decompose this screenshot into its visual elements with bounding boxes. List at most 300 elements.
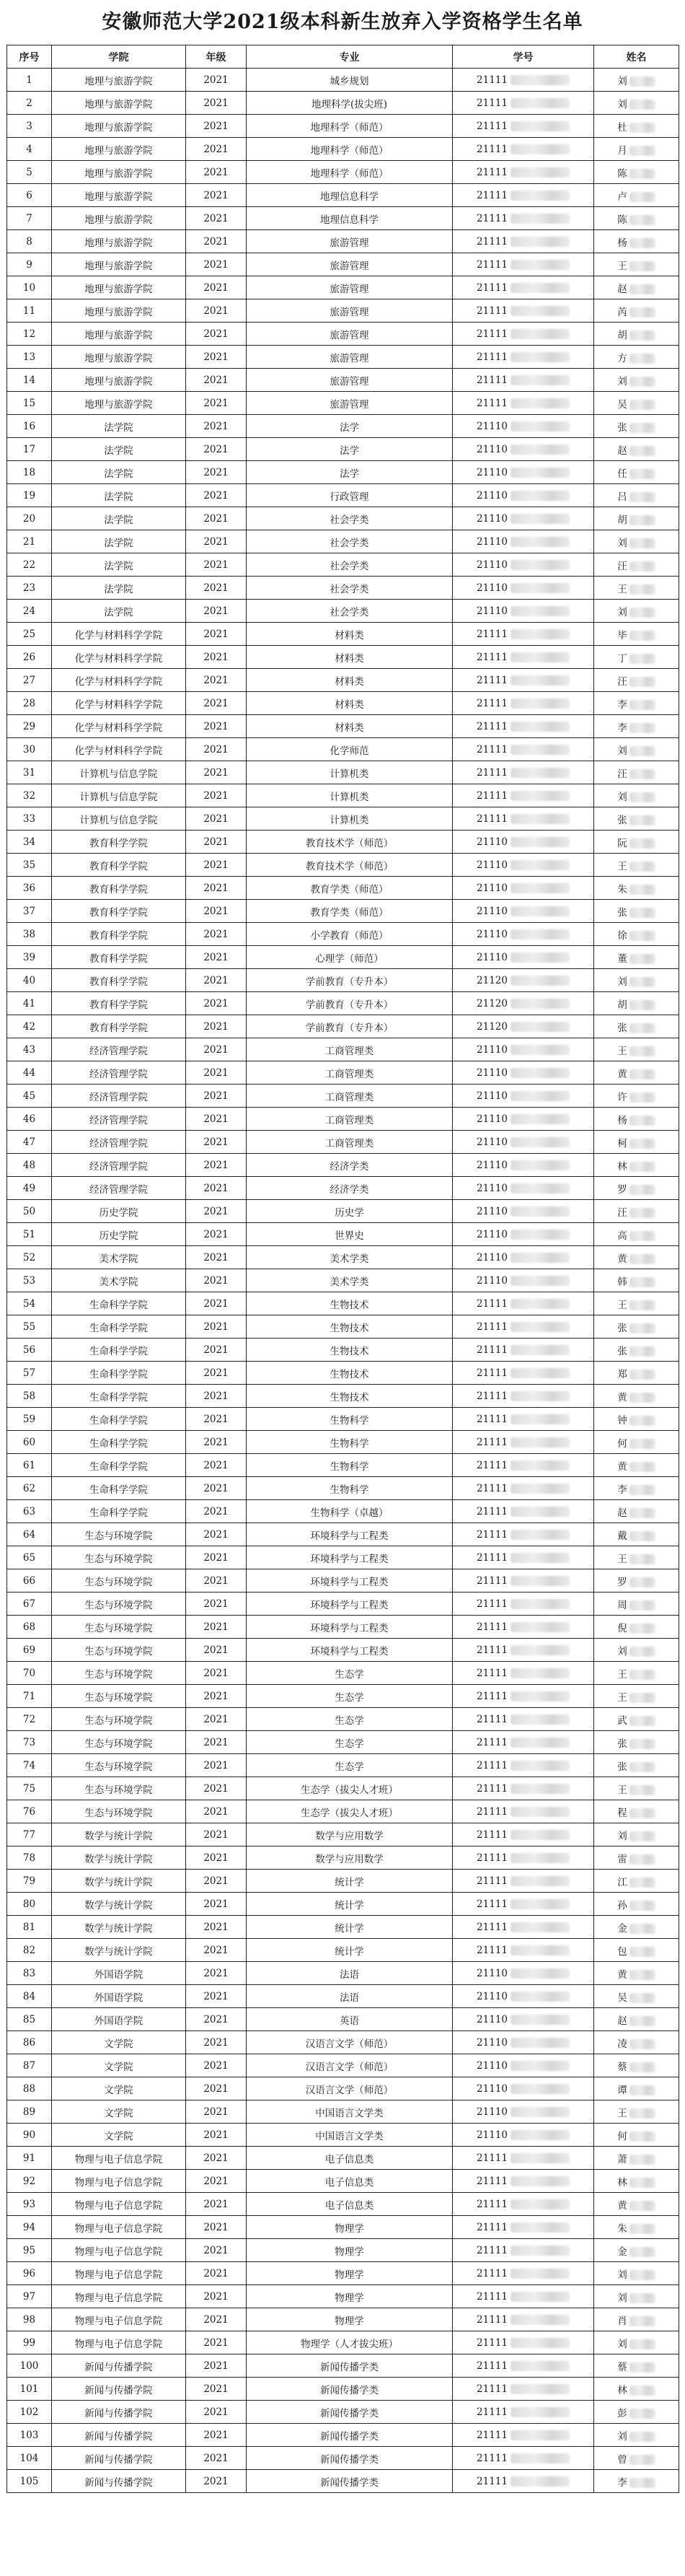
redaction-blur — [511, 1507, 570, 1517]
cell-student-id-text: 21111 — [477, 1482, 508, 1494]
cell-no-text: 52 — [22, 1251, 36, 1263]
redaction-blur — [629, 1162, 655, 1172]
redaction-blur — [629, 885, 655, 895]
cell-name-text: 金 — [617, 2246, 627, 2258]
table-row — [7, 2170, 679, 2193]
cell-grade — [186, 669, 247, 692]
cell-name — [594, 1800, 679, 1823]
cell-name — [594, 1108, 679, 1131]
document-title: 安徽师范大学2021级本科新生放弃入学资格学生名单 — [102, 11, 583, 33]
cell-name — [594, 715, 679, 738]
cell-student-id-text: 21111 — [477, 120, 508, 132]
cell-grade — [186, 1454, 247, 1477]
cell-major-text: 教育技术学（师范） — [305, 860, 394, 872]
cell-no — [7, 415, 52, 438]
cell-college — [52, 1685, 186, 1708]
cell-no-text: 58 — [22, 1390, 36, 1402]
cell-college — [52, 1593, 186, 1616]
cell-no — [7, 2331, 52, 2354]
cell-college-text: 历史学院 — [99, 1206, 138, 1219]
cell-name-text: 徐 — [617, 929, 627, 942]
cell-major-text: 美术学类 — [330, 1276, 369, 1288]
cell-college — [52, 138, 186, 161]
cell-name-text: 朱 — [617, 2222, 627, 2235]
cell-college — [52, 1731, 186, 1754]
redaction-blur — [629, 169, 655, 179]
cell-college — [52, 1662, 186, 1685]
cell-major-text: 旅游管理 — [330, 398, 369, 411]
cell-college-text: 教育科学学院 — [89, 883, 148, 895]
cell-student-id-text: 21110 — [477, 2013, 508, 2025]
cell-college — [52, 299, 186, 323]
cell-no — [7, 1616, 52, 1639]
cell-grade — [186, 1777, 247, 1800]
redaction-blur — [629, 908, 655, 918]
cell-major-text: 世界史 — [335, 1230, 364, 1242]
cell-no-text: 96 — [22, 2267, 36, 2279]
cell-major-text: 新闻传播学类 — [320, 2384, 379, 2396]
cell-grade-text: 2021 — [203, 997, 229, 1009]
cell-name — [594, 877, 679, 900]
table-row — [7, 69, 679, 92]
cell-name — [594, 92, 679, 115]
cell-name — [594, 253, 679, 276]
redaction-blur — [511, 1761, 570, 1771]
redaction-blur — [511, 1276, 570, 1286]
redaction-blur — [511, 1622, 570, 1632]
cell-student-id — [453, 738, 594, 761]
redaction-blur — [629, 1254, 655, 1264]
cell-college-text: 地理与旅游学院 — [84, 190, 153, 203]
cell-grade-text: 2021 — [203, 1921, 229, 1933]
table-row — [7, 484, 679, 507]
cell-college — [52, 2285, 186, 2308]
cell-student-id-text: 21110 — [477, 2106, 508, 2118]
cell-major-text: 经济学类 — [330, 1183, 369, 1196]
cell-student-id — [453, 115, 594, 138]
redaction-blur — [629, 792, 655, 802]
redaction-blur — [511, 1022, 570, 1032]
cell-student-id-text: 21111 — [477, 2383, 508, 2395]
cell-student-id-text: 21111 — [477, 97, 508, 109]
cell-grade-text: 2021 — [203, 1644, 229, 1656]
cell-grade — [186, 1269, 247, 1292]
cell-college-text: 计算机与信息学院 — [79, 768, 158, 780]
redaction-blur — [511, 1230, 570, 1240]
cell-grade-text: 2021 — [203, 2129, 229, 2141]
cell-college — [52, 2054, 186, 2077]
cell-student-id — [453, 2262, 594, 2285]
cell-grade-text: 2021 — [203, 2406, 229, 2418]
cell-college-text: 生命科学学院 — [89, 1484, 148, 1496]
redaction-blur — [629, 1600, 655, 1611]
cell-student-id-text: 21110 — [477, 882, 508, 894]
redaction-blur — [629, 654, 655, 664]
table-row — [7, 1408, 679, 1431]
table-row — [7, 115, 679, 138]
cell-no — [7, 992, 52, 1015]
redaction-blur — [511, 883, 570, 893]
cell-name-text: 李 — [617, 698, 627, 711]
cell-name-text: 何 — [617, 2130, 627, 2142]
cell-name — [594, 831, 679, 854]
cell-no-text: 46 — [22, 1113, 36, 1125]
cell-college — [52, 1131, 186, 1154]
cell-student-id-text: 21111 — [477, 2313, 508, 2326]
cell-college-text: 物理与电子信息学院 — [74, 2222, 163, 2235]
cell-major — [247, 600, 453, 623]
cell-student-id-text: 21111 — [477, 720, 508, 732]
table-row — [7, 415, 679, 438]
cell-grade-text: 2021 — [203, 1066, 229, 1079]
table-row — [7, 507, 679, 530]
cell-student-id — [453, 1870, 594, 1893]
cell-major-text: 法学 — [340, 468, 359, 480]
redaction-blur — [511, 1322, 570, 1332]
redaction-blur — [511, 652, 570, 662]
cell-name — [594, 530, 679, 553]
redaction-blur — [511, 2038, 570, 2048]
table-row — [7, 1823, 679, 1846]
cell-name-text: 王 — [617, 1668, 627, 1681]
cell-college — [52, 1754, 186, 1777]
cell-name-text: 韩 — [617, 1276, 627, 1288]
table-row — [7, 2401, 679, 2424]
redaction-blur — [511, 1945, 570, 1955]
redaction-blur — [511, 1345, 570, 1355]
cell-college-text: 地理与旅游学院 — [84, 98, 153, 110]
cell-name — [594, 1846, 679, 1870]
cell-student-id-text: 21110 — [477, 2082, 508, 2095]
cell-grade-text: 2021 — [203, 1782, 229, 1795]
table-row — [7, 669, 679, 692]
cell-student-id-text: 21110 — [477, 535, 508, 548]
redaction-blur — [511, 629, 570, 639]
cell-student-id-text: 21111 — [477, 766, 508, 779]
cell-name — [594, 2216, 679, 2239]
cell-major — [247, 2193, 453, 2216]
table-row — [7, 1015, 679, 1038]
cell-major — [247, 138, 453, 161]
cell-college — [52, 1223, 186, 1246]
cell-student-id-text: 21110 — [477, 951, 508, 963]
cell-student-id — [453, 69, 594, 92]
cell-grade-text: 2021 — [203, 1390, 229, 1402]
redaction-blur — [629, 1416, 655, 1426]
cell-student-id — [453, 1569, 594, 1593]
cell-grade-text: 2021 — [203, 1297, 229, 1310]
cell-no-text: 22 — [22, 558, 36, 571]
cell-no — [7, 2308, 52, 2331]
cell-no — [7, 646, 52, 669]
cell-major — [247, 553, 453, 577]
cell-grade — [186, 1916, 247, 1939]
cell-college-text: 数学与统计学院 — [84, 1830, 153, 1842]
cell-name-text: 黄 — [617, 1391, 627, 1403]
cell-college — [52, 1246, 186, 1269]
cell-grade — [186, 1685, 247, 1708]
cell-name — [594, 1200, 679, 1223]
cell-college — [52, 392, 186, 415]
cell-no-text: 59 — [22, 1413, 36, 1425]
cell-no-text: 84 — [22, 1990, 36, 2002]
header-college: 学院 — [52, 45, 186, 69]
cell-name — [594, 1454, 679, 1477]
table-row — [7, 1362, 679, 1385]
cell-name — [594, 2008, 679, 2031]
cell-college — [52, 2031, 186, 2054]
table-row — [7, 1154, 679, 1177]
header-student-id: 学号 — [453, 45, 594, 69]
cell-no — [7, 1846, 52, 1870]
cell-grade-text: 2021 — [203, 582, 229, 594]
cell-college-text: 生命科学学院 — [89, 1368, 148, 1380]
redaction-blur — [511, 976, 570, 986]
cell-college-text: 地理与旅游学院 — [84, 329, 153, 341]
redaction-blur — [629, 215, 655, 225]
cell-name-text: 林 — [617, 2384, 627, 2396]
cell-college — [52, 623, 186, 646]
cell-name-text: 杜 — [617, 121, 627, 133]
cell-major — [247, 161, 453, 184]
cell-grade-text: 2021 — [203, 74, 229, 86]
redaction-blur — [629, 100, 655, 110]
cell-name — [594, 738, 679, 761]
cell-college — [52, 230, 186, 253]
table-row — [7, 1085, 679, 1108]
cell-student-id-text: 21111 — [477, 281, 508, 294]
table-row — [7, 230, 679, 253]
cell-major-text: 生物科学 — [330, 1414, 369, 1427]
cell-student-id — [453, 507, 594, 530]
cell-student-id-text: 21111 — [477, 1344, 508, 1356]
cell-grade-text: 2021 — [203, 1274, 229, 1287]
cell-student-id — [453, 392, 594, 415]
cell-name-text: 张 — [617, 906, 627, 919]
cell-college-text: 教育科学学院 — [89, 999, 148, 1011]
cell-major — [247, 1731, 453, 1754]
cell-grade — [186, 2447, 247, 2470]
cell-grade-text: 2021 — [203, 2360, 229, 2372]
cell-major — [247, 1061, 453, 1085]
cell-student-id-text: 21110 — [477, 1182, 508, 1194]
table-row — [7, 530, 679, 553]
cell-student-id — [453, 1131, 594, 1154]
cell-no-text: 34 — [22, 836, 36, 848]
cell-major-text: 生物科学 — [330, 1460, 369, 1473]
cell-major-text: 生态学 — [335, 1691, 364, 1704]
redaction-blur — [629, 1970, 655, 1980]
redaction-blur — [629, 2224, 655, 2234]
cell-name — [594, 207, 679, 230]
cell-student-id — [453, 946, 594, 969]
cell-no-text: 68 — [22, 1621, 36, 1633]
cell-name-text: 黄 — [617, 1460, 627, 1473]
redaction-blur — [629, 1739, 655, 1749]
cell-college — [52, 1061, 186, 1085]
redaction-blur — [629, 862, 655, 872]
cell-name — [594, 415, 679, 438]
cell-no-text: 77 — [22, 1828, 36, 1841]
redaction-blur — [629, 1462, 655, 1472]
cell-major — [247, 230, 453, 253]
cell-no — [7, 761, 52, 784]
cell-college-text: 物理与电子信息学院 — [74, 2153, 163, 2165]
cell-grade — [186, 715, 247, 738]
cell-student-id-text: 21111 — [477, 2198, 508, 2210]
cell-name — [594, 784, 679, 807]
cell-major — [247, 484, 453, 507]
cell-name — [594, 1916, 679, 1939]
cell-grade — [186, 2239, 247, 2262]
redaction-blur — [629, 1023, 655, 1033]
cell-college — [52, 1385, 186, 1408]
cell-major — [247, 1800, 453, 1823]
cell-major-text: 计算机类 — [330, 768, 369, 780]
cell-major-text: 汉语言文学（师范） — [305, 2084, 394, 2096]
cell-major — [247, 715, 453, 738]
cell-no-text: 11 — [22, 305, 36, 317]
table-row — [7, 877, 679, 900]
cell-student-id-text: 21111 — [477, 1944, 508, 1956]
cell-no — [7, 1061, 52, 1085]
redaction-blur — [511, 1183, 570, 1193]
redaction-blur — [511, 929, 570, 939]
cell-grade — [186, 1662, 247, 1685]
cell-major — [247, 1939, 453, 1962]
cell-major — [247, 623, 453, 646]
cell-grade — [186, 969, 247, 992]
redaction-blur — [511, 837, 570, 847]
cell-college-text: 物理与电子信息学院 — [74, 2246, 163, 2258]
table-row — [7, 1292, 679, 1315]
cell-no — [7, 669, 52, 692]
cell-name-text: 王 — [617, 860, 627, 872]
cell-grade — [186, 392, 247, 415]
cell-name — [594, 1593, 679, 1616]
cell-no — [7, 1085, 52, 1108]
cell-grade-text: 2021 — [203, 1805, 229, 1818]
cell-no-text: 3 — [26, 120, 32, 132]
cell-no — [7, 2216, 52, 2239]
cell-name-text: 萧 — [617, 2153, 627, 2165]
cell-no — [7, 1985, 52, 2008]
cell-student-id-text: 21111 — [477, 351, 508, 363]
table-row — [7, 807, 679, 831]
cell-grade-text: 2021 — [203, 328, 229, 340]
table-row — [7, 1662, 679, 1685]
cell-student-id-text: 21111 — [477, 1667, 508, 1679]
cell-student-id — [453, 1292, 594, 1315]
cell-college-text: 生命科学学院 — [89, 1437, 148, 1450]
cell-name-text: 林 — [617, 2176, 627, 2189]
cell-no-text: 42 — [22, 1020, 36, 1033]
cell-major — [247, 2216, 453, 2239]
cell-major — [247, 1893, 453, 1916]
cell-grade-text: 2021 — [203, 1482, 229, 1494]
header-no: 序号 — [7, 45, 52, 69]
redaction-blur — [511, 2269, 570, 2279]
cell-college-text: 生态与环境学院 — [84, 1738, 153, 1750]
cell-no-text: 88 — [22, 2082, 36, 2095]
cell-no-text: 14 — [22, 374, 36, 386]
cell-college-text: 生命科学学院 — [89, 1345, 148, 1357]
cell-college-text: 生态与环境学院 — [84, 1599, 153, 1611]
cell-grade — [186, 1731, 247, 1754]
redaction-blur — [511, 2338, 570, 2348]
cell-name-text: 曾 — [617, 2453, 627, 2466]
table-row — [7, 1315, 679, 1339]
cell-college — [52, 2378, 186, 2401]
cell-grade-text: 2021 — [203, 189, 229, 201]
cell-college-text: 地理与旅游学院 — [84, 144, 153, 157]
cell-major — [247, 115, 453, 138]
cell-student-id — [453, 369, 594, 392]
cell-grade — [186, 2424, 247, 2447]
cell-student-id — [453, 1500, 594, 1523]
cell-grade-text: 2021 — [203, 1320, 229, 1333]
cell-college — [52, 1939, 186, 1962]
cell-no-text: 83 — [22, 1967, 36, 1979]
cell-no-text: 23 — [22, 582, 36, 594]
cell-college-text: 化学与材料科学学院 — [74, 675, 163, 688]
cell-grade — [186, 1639, 247, 1662]
cell-grade-text: 2021 — [203, 2152, 229, 2164]
cell-college-text: 数学与统计学院 — [84, 1922, 153, 1935]
cell-student-id-text: 21110 — [477, 420, 508, 432]
table-row — [7, 1200, 679, 1223]
cell-no — [7, 346, 52, 369]
cell-student-id — [453, 807, 594, 831]
cell-name-text: 刘 — [617, 745, 627, 757]
cell-grade-text: 2021 — [203, 1898, 229, 1910]
cell-grade-text: 2021 — [203, 281, 229, 294]
cell-college-text: 物理与电子信息学院 — [74, 2338, 163, 2350]
cell-major-text: 数学与应用数学 — [315, 1830, 384, 1842]
cell-college — [52, 1500, 186, 1523]
cell-major — [247, 507, 453, 530]
cell-grade-text: 2021 — [203, 512, 229, 525]
cell-major-text: 旅游管理 — [330, 260, 369, 272]
cell-college-text: 物理与电子信息学院 — [74, 2269, 163, 2281]
cell-grade-text: 2021 — [203, 420, 229, 432]
cell-college-text: 地理与旅游学院 — [84, 260, 153, 272]
cell-name — [594, 115, 679, 138]
table-row — [7, 1985, 679, 2008]
cell-no-text: 7 — [26, 212, 32, 224]
cell-name-text: 赵 — [617, 1507, 627, 1519]
cell-major-text: 环境科学与工程类 — [310, 1622, 389, 1634]
cell-major-text: 中国语言文学类 — [315, 2107, 384, 2119]
cell-student-id-text: 21111 — [477, 1644, 508, 1656]
redaction-blur — [511, 675, 570, 685]
cell-student-id — [453, 877, 594, 900]
cell-major — [247, 1177, 453, 1200]
cell-no-text: 90 — [22, 2129, 36, 2141]
cell-major — [247, 2470, 453, 2493]
cell-name — [594, 1708, 679, 1731]
cell-name — [594, 299, 679, 323]
header-grade: 年级 — [186, 45, 247, 69]
cell-major-text: 学前教育（专升本） — [305, 976, 394, 988]
redaction-blur — [511, 583, 570, 593]
cell-no-text: 53 — [22, 1274, 36, 1287]
cell-college — [52, 2193, 186, 2216]
redaction-blur — [511, 1068, 570, 1078]
cell-major-text: 材料类 — [335, 698, 364, 711]
redaction-blur — [511, 1576, 570, 1586]
cell-no-text: 38 — [22, 928, 36, 940]
